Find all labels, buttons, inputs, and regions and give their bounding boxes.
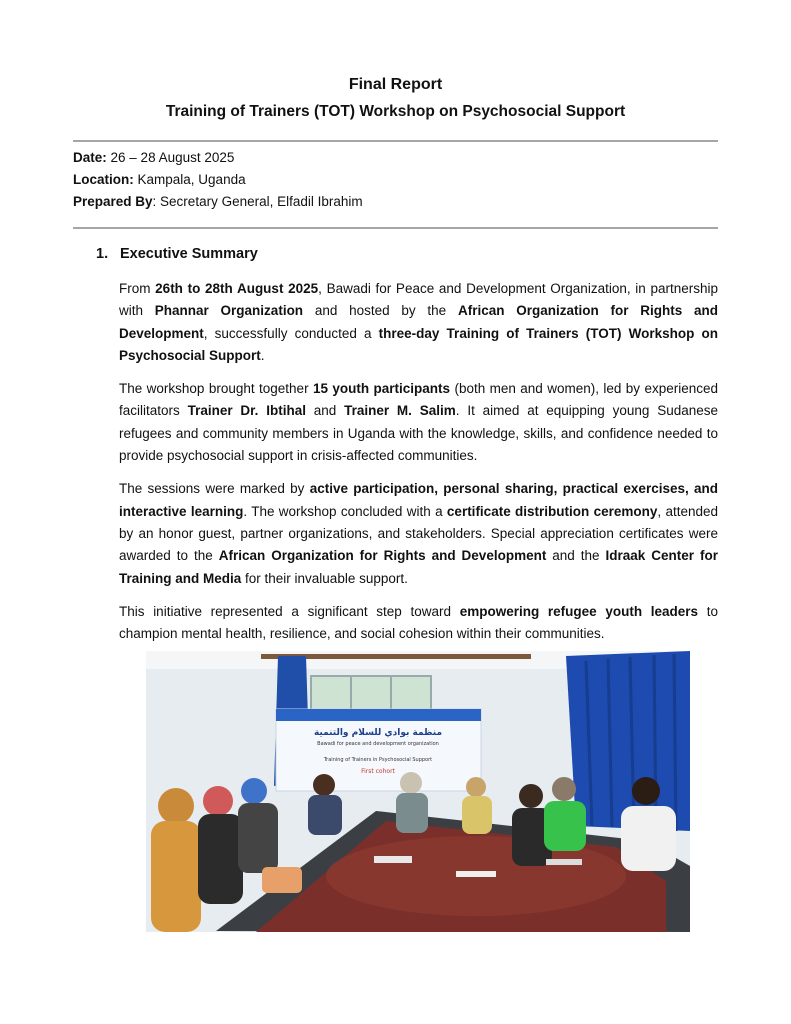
banner-tot-text: Training of Trainers in Psychosocial Support — [323, 757, 433, 763]
banner-english-text: Bawadi for peace and development organization — [317, 741, 439, 747]
banner-arabic-text: منظمة بوادي للسلام والتنمية — [313, 728, 443, 738]
section-heading — [96, 246, 258, 262]
banner-cohort-text: First cohort — [361, 768, 395, 775]
location-label: Location: — [73, 172, 134, 187]
executive-summary — [119, 278, 718, 656]
paragraph-2: The workshop brought together 15 youth participants (both men and women), led by experienced facilitators Trainer Dr. Ibtihal and Trainer M. Salim. It aimed at equipping young Sudanese refugees and community members in Uganda with the knowledge, skills, and confidence needed to provide psychosocial support in crisis-affected communities. — [119, 381, 719, 464]
divider-bottom — [73, 227, 718, 229]
date-value: 26 – 28 August 2025 — [110, 150, 235, 165]
workshop-photo-illustration — [146, 651, 690, 932]
location-value: Kampala, Uganda — [137, 172, 246, 187]
meta-location — [73, 169, 718, 191]
divider-top — [73, 140, 718, 142]
paragraph-3: The sessions were marked by active participation, personal sharing, practical exercises, and interactive learning. The workshop concluded with a certificate distribution ceremony, attended by an honor guest, partner organizations, and stakeholders. Special appreciation certificates were awarded to the African Organization for Rights and Development and the Idraak Center for Training and Media for their invaluable support. — [119, 481, 718, 586]
paragraph-1: From 26th to 28th August 2025, Bawadi for Peace and Development Organization, in partnership with Phannar Organization and hosted by the African Organization for Rights and Development, successfully conducted a three-day Training of Trainers (TOT) Workshop on Psychosocial Support. — [119, 281, 718, 363]
report-meta — [73, 147, 718, 213]
date-label: Date: — [73, 150, 107, 165]
workshop-photo — [146, 651, 690, 932]
section-title: Executive Summary — [120, 246, 258, 262]
prepared-value: : Secretary General, Elfadil Ibrahim — [152, 194, 363, 209]
report-title: Final Report — [348, 76, 443, 93]
paragraph-4: This initiative represented a significant step toward empowering refugee youth leaders to champion mental health, resilience, and social cohesion within their communities. — [119, 603, 719, 642]
report-subtitle: Training of Trainers (TOT) Workshop on Psychosocial Support — [165, 103, 626, 120]
section-number: 1. — [96, 246, 109, 262]
meta-date — [73, 147, 718, 169]
prepared-label: Prepared By — [73, 194, 153, 209]
meta-prepared-by — [73, 191, 718, 213]
